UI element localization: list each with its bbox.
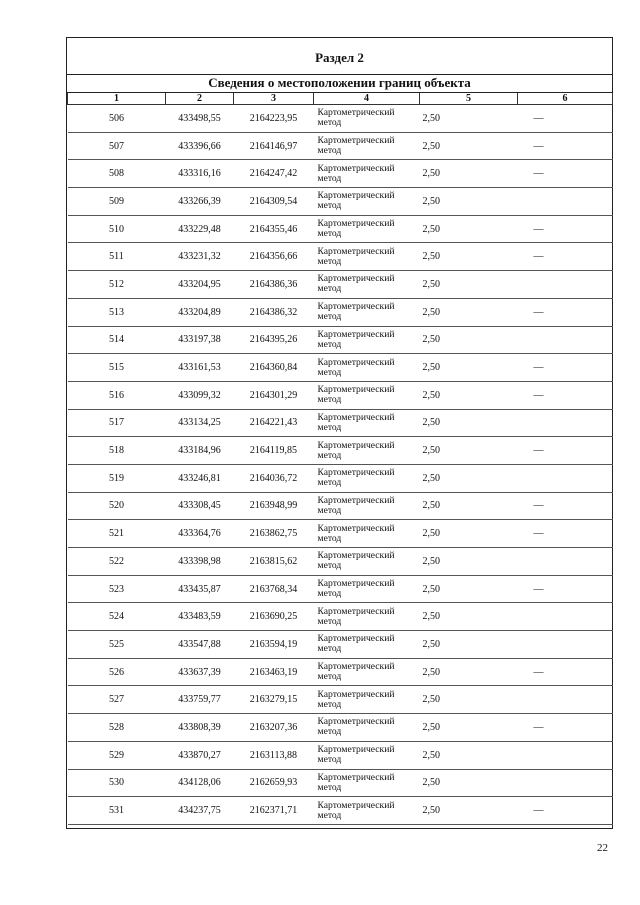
accuracy-cell: 2,50	[420, 658, 518, 686]
method-cell: Картометрический метод	[314, 797, 420, 825]
point-number-cell: 530	[68, 769, 166, 797]
accuracy-cell: 2,50	[420, 548, 518, 576]
document-frame	[66, 37, 613, 829]
accuracy-cell: 2,50	[420, 188, 518, 216]
description-cell	[518, 769, 613, 797]
table-row	[68, 271, 613, 299]
table-row	[68, 686, 613, 714]
table-row	[68, 215, 613, 243]
method-cell: Картометрический метод	[314, 492, 420, 520]
table-row	[68, 188, 613, 216]
method-cell: Картометрический метод	[314, 105, 420, 133]
y-coordinate-cell: 2162659,93	[234, 769, 314, 797]
description-cell: —	[518, 243, 613, 271]
method-cell: Картометрический метод	[314, 271, 420, 299]
accuracy-cell: 2,50	[420, 797, 518, 825]
x-coordinate-cell: 433398,98	[166, 548, 234, 576]
col-header: 2	[166, 93, 234, 105]
y-coordinate-cell: 2164309,54	[234, 188, 314, 216]
description-cell: —	[518, 105, 613, 133]
x-coordinate-cell: 433870,27	[166, 741, 234, 769]
col-header: 6	[518, 93, 613, 105]
table-row	[68, 658, 613, 686]
table-row	[68, 243, 613, 271]
table-row	[68, 437, 613, 465]
description-cell	[518, 271, 613, 299]
method-cell: Картометрический метод	[314, 215, 420, 243]
method-cell: Картометрический метод	[314, 437, 420, 465]
accuracy-cell: 2,50	[420, 437, 518, 465]
x-coordinate-cell: 433161,53	[166, 354, 234, 382]
accuracy-cell: 2,50	[420, 714, 518, 742]
x-coordinate-cell: 433498,55	[166, 105, 234, 133]
x-coordinate-cell: 433316,16	[166, 160, 234, 188]
accuracy-cell: 2,50	[420, 326, 518, 354]
accuracy-cell: 2,50	[420, 741, 518, 769]
point-number-cell: 528	[68, 714, 166, 742]
x-coordinate-cell: 433364,76	[166, 520, 234, 548]
description-cell: —	[518, 298, 613, 326]
method-cell: Картометрический метод	[314, 354, 420, 382]
point-number-cell: 516	[68, 381, 166, 409]
section-subtitle: Сведения о местоположении границ объекта	[67, 74, 612, 93]
point-number-cell: 510	[68, 215, 166, 243]
description-cell	[518, 548, 613, 576]
accuracy-cell: 2,50	[420, 354, 518, 382]
method-cell: Картометрический метод	[314, 548, 420, 576]
point-number-cell: 514	[68, 326, 166, 354]
table-row	[68, 797, 613, 825]
y-coordinate-cell: 2162371,71	[234, 797, 314, 825]
y-coordinate-cell: 2164223,95	[234, 105, 314, 133]
point-number-cell: 508	[68, 160, 166, 188]
point-number-cell: 527	[68, 686, 166, 714]
point-number-cell: 511	[68, 243, 166, 271]
col-header: 3	[234, 93, 314, 105]
point-number-cell: 526	[68, 658, 166, 686]
method-cell: Картометрический метод	[314, 464, 420, 492]
point-number-cell: 529	[68, 741, 166, 769]
accuracy-cell: 2,50	[420, 132, 518, 160]
x-coordinate-cell: 433204,89	[166, 298, 234, 326]
table-row	[68, 548, 613, 576]
y-coordinate-cell: 2164355,46	[234, 215, 314, 243]
accuracy-cell: 2,50	[420, 409, 518, 437]
point-number-cell: 531	[68, 797, 166, 825]
description-cell	[518, 686, 613, 714]
description-cell: —	[518, 575, 613, 603]
description-cell: —	[518, 215, 613, 243]
point-number-cell: 524	[68, 603, 166, 631]
description-cell: —	[518, 520, 613, 548]
accuracy-cell: 2,50	[420, 160, 518, 188]
method-cell: Картометрический метод	[314, 243, 420, 271]
description-cell: —	[518, 354, 613, 382]
y-coordinate-cell: 2164247,42	[234, 160, 314, 188]
x-coordinate-cell: 433246,81	[166, 464, 234, 492]
point-number-cell: 515	[68, 354, 166, 382]
y-coordinate-cell: 2163862,75	[234, 520, 314, 548]
x-coordinate-cell: 433308,45	[166, 492, 234, 520]
table-row	[68, 492, 613, 520]
method-cell: Картометрический метод	[314, 381, 420, 409]
method-cell: Картометрический метод	[314, 298, 420, 326]
method-cell: Картометрический метод	[314, 658, 420, 686]
x-coordinate-cell: 433808,39	[166, 714, 234, 742]
method-cell: Картометрический метод	[314, 714, 420, 742]
accuracy-cell: 2,50	[420, 492, 518, 520]
col-header: 4	[314, 93, 420, 105]
y-coordinate-cell: 2163815,62	[234, 548, 314, 576]
col-header: 5	[420, 93, 518, 105]
accuracy-cell: 2,50	[420, 464, 518, 492]
point-number-cell: 519	[68, 464, 166, 492]
description-cell	[518, 326, 613, 354]
table-row	[68, 354, 613, 382]
y-coordinate-cell: 2163768,34	[234, 575, 314, 603]
table-row	[68, 105, 613, 133]
y-coordinate-cell: 2163594,19	[234, 631, 314, 659]
table-row	[68, 603, 613, 631]
page-number: 22	[597, 842, 608, 854]
point-number-cell: 523	[68, 575, 166, 603]
x-coordinate-cell: 433483,59	[166, 603, 234, 631]
y-coordinate-cell: 2163690,25	[234, 603, 314, 631]
x-coordinate-cell: 433759,77	[166, 686, 234, 714]
y-coordinate-cell: 2163113,88	[234, 741, 314, 769]
table-row	[68, 769, 613, 797]
table-row	[68, 575, 613, 603]
y-coordinate-cell: 2163279,15	[234, 686, 314, 714]
x-coordinate-cell: 433547,88	[166, 631, 234, 659]
description-cell	[518, 741, 613, 769]
table-row	[68, 326, 613, 354]
table-row	[68, 409, 613, 437]
table-row	[68, 132, 613, 160]
point-number-cell: 506	[68, 105, 166, 133]
accuracy-cell: 2,50	[420, 520, 518, 548]
x-coordinate-cell: 434128,06	[166, 769, 234, 797]
method-cell: Картометрический метод	[314, 603, 420, 631]
description-cell: —	[518, 381, 613, 409]
point-number-cell: 520	[68, 492, 166, 520]
method-cell: Картометрический метод	[314, 326, 420, 354]
table-row	[68, 714, 613, 742]
y-coordinate-cell: 2164356,66	[234, 243, 314, 271]
description-cell: —	[518, 160, 613, 188]
table-row	[68, 381, 613, 409]
header-row	[68, 93, 613, 105]
point-number-cell: 522	[68, 548, 166, 576]
x-coordinate-cell: 433435,87	[166, 575, 234, 603]
accuracy-cell: 2,50	[420, 575, 518, 603]
accuracy-cell: 2,50	[420, 271, 518, 299]
description-cell: —	[518, 714, 613, 742]
y-coordinate-cell: 2164395,26	[234, 326, 314, 354]
method-cell: Картометрический метод	[314, 160, 420, 188]
y-coordinate-cell: 2164360,84	[234, 354, 314, 382]
x-coordinate-cell: 433229,48	[166, 215, 234, 243]
description-cell: —	[518, 437, 613, 465]
col-header: 1	[68, 93, 166, 105]
section-title: Раздел 2	[67, 38, 612, 75]
accuracy-cell: 2,50	[420, 769, 518, 797]
table-row	[68, 741, 613, 769]
y-coordinate-cell: 2163207,36	[234, 714, 314, 742]
method-cell: Картометрический метод	[314, 132, 420, 160]
table-row	[68, 464, 613, 492]
x-coordinate-cell: 433231,32	[166, 243, 234, 271]
point-number-cell: 521	[68, 520, 166, 548]
accuracy-cell: 2,50	[420, 243, 518, 271]
method-cell: Картометрический метод	[314, 575, 420, 603]
point-number-cell: 513	[68, 298, 166, 326]
table-row	[68, 631, 613, 659]
method-cell: Картометрический метод	[314, 769, 420, 797]
y-coordinate-cell: 2164301,29	[234, 381, 314, 409]
y-coordinate-cell: 2164146,97	[234, 132, 314, 160]
accuracy-cell: 2,50	[420, 686, 518, 714]
accuracy-cell: 2,50	[420, 603, 518, 631]
accuracy-cell: 2,50	[420, 381, 518, 409]
x-coordinate-cell: 433134,25	[166, 409, 234, 437]
method-cell: Картометрический метод	[314, 631, 420, 659]
method-cell: Картометрический метод	[314, 409, 420, 437]
table-row	[68, 520, 613, 548]
x-coordinate-cell: 433637,39	[166, 658, 234, 686]
description-cell: —	[518, 797, 613, 825]
y-coordinate-cell: 2163948,99	[234, 492, 314, 520]
boundary-table	[67, 93, 613, 825]
description-cell: —	[518, 492, 613, 520]
point-number-cell: 512	[68, 271, 166, 299]
x-coordinate-cell: 433099,32	[166, 381, 234, 409]
point-number-cell: 509	[68, 188, 166, 216]
point-number-cell: 517	[68, 409, 166, 437]
description-cell: —	[518, 132, 613, 160]
accuracy-cell: 2,50	[420, 298, 518, 326]
description-cell: —	[518, 658, 613, 686]
description-cell	[518, 603, 613, 631]
accuracy-cell: 2,50	[420, 631, 518, 659]
method-cell: Картометрический метод	[314, 741, 420, 769]
y-coordinate-cell: 2164221,43	[234, 409, 314, 437]
y-coordinate-cell: 2164386,32	[234, 298, 314, 326]
table-row	[68, 160, 613, 188]
method-cell: Картометрический метод	[314, 686, 420, 714]
point-number-cell: 518	[68, 437, 166, 465]
y-coordinate-cell: 2164119,85	[234, 437, 314, 465]
x-coordinate-cell: 433204,95	[166, 271, 234, 299]
description-cell	[518, 464, 613, 492]
x-coordinate-cell: 434237,75	[166, 797, 234, 825]
x-coordinate-cell: 433266,39	[166, 188, 234, 216]
point-number-cell: 507	[68, 132, 166, 160]
description-cell	[518, 631, 613, 659]
accuracy-cell: 2,50	[420, 105, 518, 133]
x-coordinate-cell: 433396,66	[166, 132, 234, 160]
description-cell	[518, 188, 613, 216]
accuracy-cell: 2,50	[420, 215, 518, 243]
point-number-cell: 525	[68, 631, 166, 659]
table-row	[68, 298, 613, 326]
y-coordinate-cell: 2164036,72	[234, 464, 314, 492]
method-cell: Картометрический метод	[314, 188, 420, 216]
y-coordinate-cell: 2164386,36	[234, 271, 314, 299]
description-cell	[518, 409, 613, 437]
y-coordinate-cell: 2163463,19	[234, 658, 314, 686]
x-coordinate-cell: 433184,96	[166, 437, 234, 465]
method-cell: Картометрический метод	[314, 520, 420, 548]
x-coordinate-cell: 433197,38	[166, 326, 234, 354]
